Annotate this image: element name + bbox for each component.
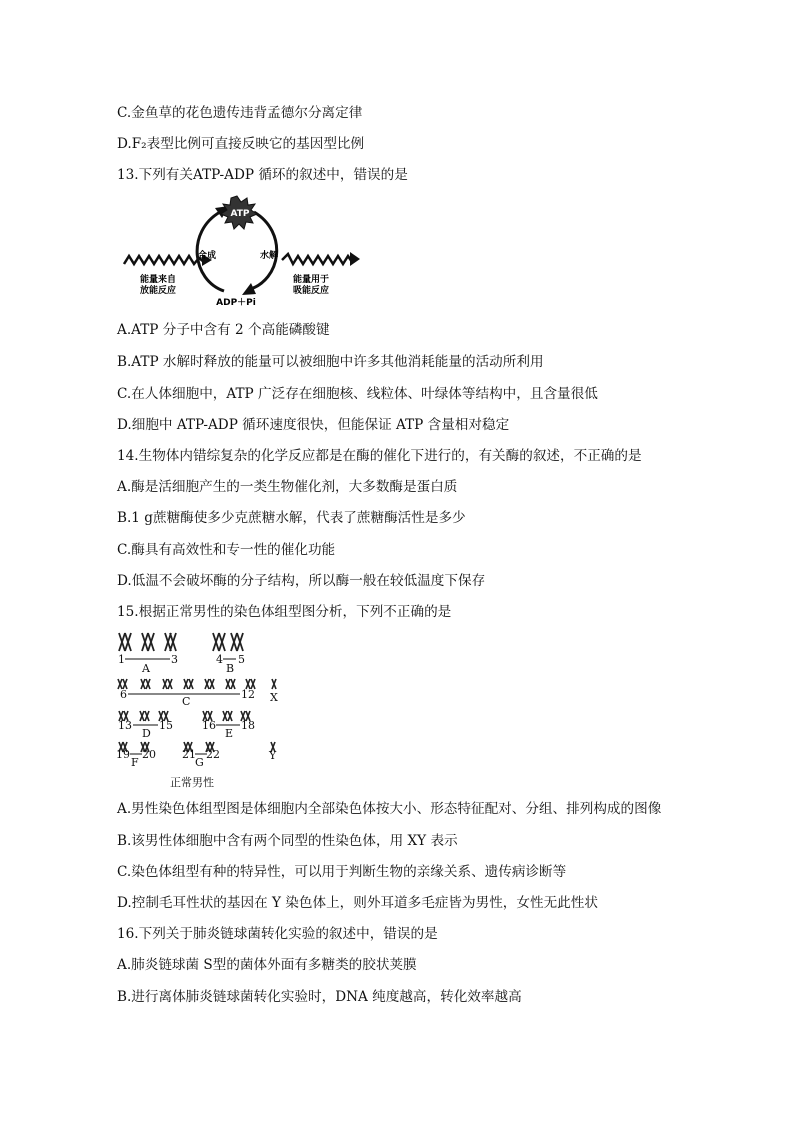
group-label-c: C [182, 695, 191, 708]
sex-chr-y-label: Y [269, 749, 277, 762]
energy-use-label-2: 吸能反应 [293, 286, 330, 296]
chr-label-15: 15 [159, 719, 173, 732]
question-16: 16.下列关于肺炎链球菌转化实验的叙述中，错误的是 [117, 926, 438, 942]
option-a-q13: A.ATP 分子中含有 2 个高能磷酸键 [117, 322, 330, 338]
option-d-q14: D.低温不会破坏酶的分子结构，所以酶一般在较低温度下保存 [117, 573, 486, 589]
option-d-q15: D.控制毛耳性状的基因在 Y 染色体上，则外耳道多毛症皆为男性，女性无此性状 [117, 895, 598, 911]
option-a-q16: A.肺炎链球菌 S型的菌体外面有多糖类的胶状荚膜 [117, 957, 417, 973]
group-label-f: F [131, 756, 139, 769]
option-c-q13: C.在人体细胞中，ATP 广泛存在细胞核、线粒体、叶绿体等结构中，且含量很低 [117, 386, 598, 402]
synthesis-label: 合成 [198, 251, 217, 261]
option-b-q13: B.ATP 水解时释放的能量可以被细胞中许多其他消耗能量的活动所利用 [117, 354, 544, 370]
question-15: 15.根据正常男性的染色体组型图分析，下列不正确的是 [117, 604, 452, 620]
option-a-q15: A.男性染色体组型图是体细胞内全部染色体按大小、形态特征配对、分组、排列构成的图像 [117, 801, 662, 817]
energy-output-arrowhead [350, 252, 360, 266]
option-c-q12: C.金鱼草的花色遗传违背孟德尔分离定律 [117, 105, 363, 121]
chr-label-13: 13 [118, 719, 132, 732]
chr-label-4: 4 [216, 653, 223, 666]
option-a-q14: A.酶是活细胞产生的一类生物催化剂，大多数酶是蛋白质 [117, 479, 458, 495]
adp-pi-label: ADP＋Pi [216, 298, 256, 308]
energy-source-label-1: 能量来自 [140, 275, 177, 285]
row1-chromosomes [119, 633, 243, 651]
option-b-q15: B.该男性体细胞中含有两个同型的性染色体，用 XY 表示 [117, 833, 458, 849]
group-label-a: A [142, 662, 150, 675]
chr-label-5: 5 [238, 653, 245, 666]
karyotype-diagram [112, 630, 287, 792]
chr-label-21: 21 [182, 748, 196, 761]
chr-label-16: 16 [202, 719, 216, 732]
energy-input-zigzag [124, 256, 204, 264]
chr-label-19: 19 [116, 748, 130, 761]
energy-output-zigzag [282, 254, 352, 264]
group-label-b: B [226, 662, 235, 675]
question-13: 13.下列有关ATP-ADP 循环的叙述中，错误的是 [117, 167, 408, 183]
option-b-q14: B.1 g蔗糖酶使多少克蔗糖水解，代表了蔗糖酶活性是多少 [117, 510, 466, 526]
group-label-d: D [142, 727, 151, 740]
chr-label-6: 6 [120, 688, 127, 701]
atp-label: ATP [230, 209, 250, 219]
chr-label-1: 1 [118, 653, 125, 666]
chr-label-22: 22 [206, 748, 220, 761]
row3-chromosomes [119, 711, 250, 721]
group-label-e: E [225, 727, 234, 740]
chr-label-12: 12 [241, 688, 255, 701]
question-14: 14.生物体内错综复杂的化学反应都是在酶的催化下进行的，有关酶的叙述，不正确的是 [117, 448, 642, 464]
group-label-g: G [195, 756, 204, 769]
chr-label-3: 3 [171, 653, 178, 666]
option-d-q13: D.细胞中 ATP-ADP 循环速度很快，但能保证 ATP 含量相对稳定 [117, 417, 510, 433]
chr-label-20: 20 [142, 748, 156, 761]
option-c-q15: C.染色体组型有种的特异性，可以用于判断生物的亲缘关系、遗传病诊断等 [117, 864, 567, 880]
karyotype-caption: 正常男性 [170, 776, 214, 789]
energy-use-label-1: 能量用于 [293, 275, 330, 285]
sex-chr-x-label: X [270, 691, 278, 704]
option-c-q14: C.酶具有高效性和专一性的催化功能 [117, 542, 336, 558]
energy-source-label-2: 放能反应 [140, 286, 177, 296]
option-b-q16: B.进行离体肺炎链球菌转化实验时，DNA 纯度越高，转化效率越高 [117, 989, 522, 1005]
atp-adp-cycle-diagram [120, 192, 365, 310]
chr-label-18: 18 [241, 719, 255, 732]
hydrolysis-label: 水解 [260, 251, 279, 261]
option-d-q12: D.F₂表型比例可直接反映它的基因型比例 [117, 136, 365, 152]
